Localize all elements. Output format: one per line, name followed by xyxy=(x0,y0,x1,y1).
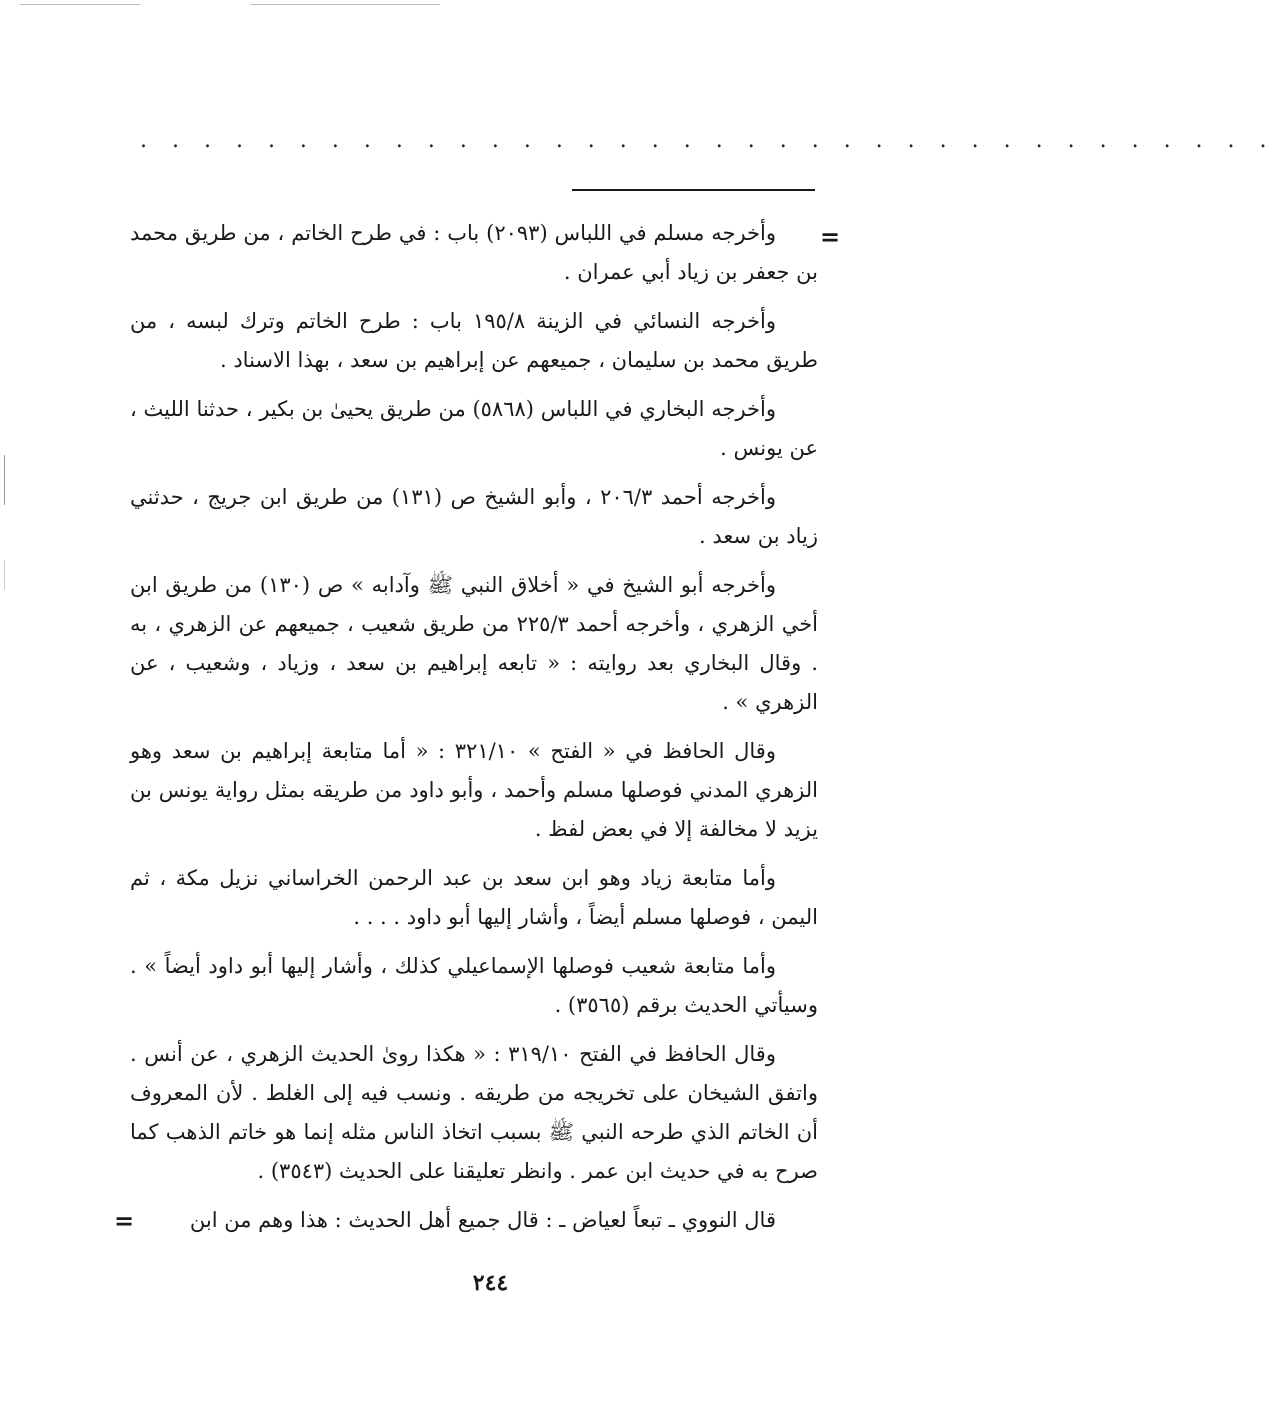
footnote-paragraph: وأخرجه النسائي في الزينة ١٩٥/٨ باب : طرح الخاتم وترك لبسه ، من طريق محمد بن سليمان ، جميعهم عن إبراهيم بن سعد ، بهذا الاسناد . xyxy=(130,309,818,372)
footnote-rule xyxy=(572,189,815,191)
scan-edge-mark xyxy=(4,455,5,505)
footnote-paragraph: قال النووي ـ تبعاً لعياض ـ : قال جميع أهل الحديث : هذا وهم من ابن xyxy=(189,1208,776,1232)
dot-separator: . . . . . . . . . . . . . . . . . . . . . . . . . . . . . . . . . . . . xyxy=(140,128,1276,153)
footnote-paragraph: وقال الحافظ في الفتح ٣١٩/١٠ : « هكذا روىٰ الحديث الزهري ، عن أنس . واتفق الشيخان على تخريجه من طريقه . ونسب فيه إلى الغلط . لأن المعروف أن الخاتم الذي طرحه النبي ﷺ بسبب اتخاذ الناس مثله إنما هو خاتم الذهب كما صرح به في حديث ابن عمر . وانظر تعليقنا على الحديث (٣٥٤٣) . xyxy=(130,1042,818,1183)
footnote-body xyxy=(130,214,818,1240)
scan-edge-mark xyxy=(20,4,140,5)
continuation-marker-bottom: = xyxy=(114,1206,135,1235)
continuation-marker-top: = xyxy=(820,222,841,251)
footnote-paragraph: وأخرجه البخاري في اللباس (٥٨٦٨) من طريق يحيىٰ بن بكير ، حدثنا الليث ، عن يونس . xyxy=(130,397,818,460)
footnote-paragraph: وأما متابعة شعيب فوصلها الإسماعيلي كذلك ، وأشار إليها أبو داود أيضاً » . وسيأتي الحديث برقم (٣٥٦٥) . xyxy=(130,954,818,1017)
footnote-paragraph: وأخرجه أحمد ٢٠٦/٣ ، وأبو الشيخ ص (١٣١) من طريق ابن جريج ، حدثني زياد بن سعد . xyxy=(130,485,818,548)
footnote-paragraph: وأخرجه أبو الشيخ في « أخلاق النبي ﷺ وآدابه » ص (١٣٠) من طريق ابن أخي الزهري ، وأخرجه أحمد ٢٢٥/٣ من طريق شعيب ، جميعهم عن الزهري ، به . وقال البخاري بعد روايته : « تابعه إبراهيم بن سعد ، وزياد ، وشعيب ، عن الزهري » . xyxy=(130,573,819,714)
footnote-paragraph: وقال الحافظ في « الفتح » ٣٢١/١٠ : « أما متابعة إبراهيم بن سعد وهو الزهري المدني فوصلها مسلم وأحمد ، وأبو داود من طريقه بمثل رواية يونس بن يزيد لا مخالفة إلا في بعض لفظ . xyxy=(130,739,818,841)
footnote-paragraph: وأما متابعة زياد وهو ابن سعد بن عبد الرحمن الخراساني نزيل مكة ، ثم اليمن ، فوصلها مسلم أيضاً ، وأشار إليها أبو داود . . . . xyxy=(130,866,818,929)
footnote-paragraph: وأخرجه مسلم في اللباس (٢٠٩٣) باب : في طرح الخاتم ، من طريق محمد بن جعفر بن زياد أبي عمران . xyxy=(130,221,818,284)
page-number: ٢٤٤ xyxy=(472,1270,509,1296)
scan-edge-mark xyxy=(250,4,440,5)
scan-edge-mark xyxy=(4,560,5,590)
